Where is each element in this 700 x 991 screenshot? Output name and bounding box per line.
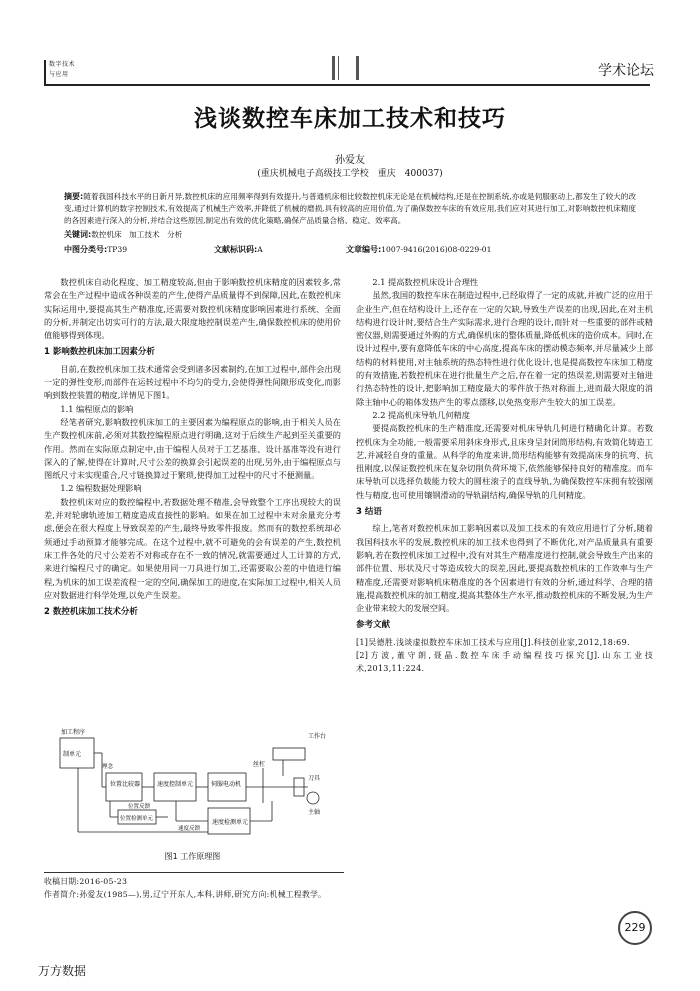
abstract	[64, 191, 636, 227]
section-2-2-heading: 2.2 提高机床导轨几何精度	[372, 409, 470, 420]
affiliation: (重庆机械电子高级技工学校 重庆 400037)	[257, 169, 443, 179]
fig-label-speed-feedback: 速度反馈	[178, 826, 201, 832]
header-bar	[338, 56, 339, 80]
header-bar	[332, 56, 335, 80]
fig-label-speed-check: 速度检测单元	[212, 819, 249, 826]
fig-label-compare: 位置比较器	[110, 781, 141, 788]
section-1-1-paragraph: 经笔者研究,影响数控机床加工的主要因素为编程原点的影响,由于相关人员在生产数控机床前,必须对其数控编程原点进行明确,这对于后续生产起到至关重要的作用。然而在实际原点制定中,由于编程人员对于工艺基准、设计基准等没有进行深入的了解,使得在计算时,尺寸公差的换算会引起误差的出现,另外,由于编程原点与图纸尺寸未实现重合,尺寸链换算过于繁琐,使得加工过程中的尺寸不便测量。	[44, 416, 341, 481]
abstract-text: 随着我国科技水平的日新月异,数控机床的应用频率得到有效提升,与普通机床相比较数控机床无论是在机械结构,还是在控制系统,亦或是伺服驱动上,都发生了较大的改变,通过计算机的数字控制技术,有效提高了机械生产效率,并降低了机械的磨损,具有较高的应用价值,为了确保数控车床的有效应用,我们应对其进行加工,对影响数控机床精度的各因素进行深入的分析,并结合这些原因,制定出有效的优化策略,确保产品质量合格、稳定、效率高。	[64, 192, 637, 225]
section-2-2-paragraph: 要提高数控机床的生产精准度,还需要对机床导轨几何进行精确化计算。若数控机床为全功能,一般需要采用斜床身形式,且床身呈封闭筒形结构,有效简化铸造工艺,并减轻自身的重量。从科学的角度来讲,筒形结构能够有效提高床身的抗弯、抗扭刚度,以保证数控机床在复杂切削负荷环境下,依然能够保持良好的精准度。而车床导轨可以选择负载能力较大的圆柱滚子的直线导轨,为确保数控车床拥有较强刚性与精度,也可使用镶钢滑动的导轨副结构,确保导轨的几何精度。	[356, 423, 653, 500]
article-no	[346, 244, 491, 256]
doc-code-label: 文献标识码:	[214, 245, 258, 254]
doc-code-value: A	[257, 245, 263, 254]
section-2-1-heading: 2.1 提高数控机床设计合理性	[372, 277, 479, 287]
section-1-2-paragraph: 数控机床对应的数控编程中,若数据处理不精准,会导致整个工序出现较大的误差,并对轮廓轨迹加工精度造成直接性的影响。如果在加工过程中未对余量充分考虑,便会在很大程度上导致误差的产生,最终导致零件报废。然而有的数控系统却必须通过手动预算才能够完成。在这个过程中,就不可避免的会有误差的产生,数控机床工件各处的尺寸公差若不对称或存在不一致的情况,就需要通过人工计算的方式,来进行编程尺寸的确定。如果使用同一刀具进行加工,还需要取公差的中值进行编程,为机床的加工误差流程一定的空间,确保加工的进度,在实际加工过程中,相关人员应对数据进行科学处理,以免产生误差。	[44, 496, 341, 600]
left-column	[44, 276, 341, 622]
section-1-paragraph: 目前,在数控机床加工技术通常会受到诸多因素制约,在加工过程中,部件会出现一定的弹性变形,而部件在运转过程中不均匀的受力,会使得弹性间隙形成变化,而影响到数控装置的精度,详情见下图1。	[44, 363, 341, 401]
journal-name-line1: 数字技术	[49, 61, 76, 68]
section-1-1-heading: 1.1 编程原点的影响	[60, 403, 134, 414]
article-title: 浅谈数控车床加工技术和技巧	[194, 105, 506, 132]
fig-label-program: 加工程序	[61, 729, 86, 736]
fig-label-screw: 丝杠	[253, 761, 266, 768]
fig-label-pos-feedback: 位置反馈	[128, 804, 151, 810]
fig-label-speed-ctrl: 速度控制单元	[157, 781, 194, 788]
references-heading: 参考文献	[356, 620, 391, 631]
fig-label-worktable: 工作台	[308, 733, 327, 740]
figure-caption: 图1 工作原理图	[164, 852, 221, 861]
clc-value: TP39	[107, 245, 128, 254]
received-date: 收稿日期:2016-05-23	[44, 877, 128, 886]
header-bar	[356, 56, 359, 80]
watermark: 万方数据	[38, 964, 87, 978]
section-3-heading: 3 结语	[356, 507, 382, 518]
right-column	[356, 276, 653, 675]
section-2-1-paragraph: 虽然,我国的数控车床在制造过程中,已经取得了一定的成就,并被广泛的应用于企业生产,但在结构设计上,还存在一定的欠缺,导致生产误差的出现,因此,在对主机结构进行设计时,要结合生产实际需求,进行合理的设计,而针对一些重要的部件或精密仪器,则需要通过外购的方式,确保机床的整体质量,降低机床的造价成本。同时,在设计过程中,要有意降低车床的中心高度,提高车床的摆动模态频率,并尽量减少上部结构的材料使用,对主轴系统的热态特性进行优化设计,也是提高数控车床加工精度的有效措施,若数控机床在进行批量生产之后,存在着一定的热误差,则需要对主轴进行热态特性的设计,把影响加工精度最大的零件放于热对称面上,进而最大限度的消除主轴中心的箱体发热产生的零点漂移,以免热变形产生较大的加工误差。	[356, 290, 653, 407]
clc	[64, 244, 127, 256]
fig-label-servo: 伺服电动机	[211, 781, 242, 788]
section-3-paragraph: 综上,笔者对数控机床加工影响因素以及加工技术的有效应用进行了分析,随着我国科技水平的发展,数控机床的加工技术也得到了不断优化,对产品质量具有重要影响,若在数控机床加工过程中,没有对其生产精准度进行控制,就会导致生产出来的部件位置、形状及尺寸等造成较大的误差,因此,要提高数控机床的工作效率与生产精准度,还需要对影响机床精准度的各个因素进行有效的分析,通过科学、合理的措施,提高数控机床的加工精度,提高其整体生产水平,推动数控机床的不断发展,为生产企业带来较大的发展空间。	[356, 523, 653, 614]
abstract-label: 摘要:	[64, 192, 84, 201]
fig-label-tool: 刀具	[308, 775, 321, 782]
fig-label-tape: 制单元	[63, 751, 82, 758]
fig-label-process: 理念	[102, 764, 114, 770]
keywords	[64, 229, 182, 241]
reference-item: [1]吴德胜.浅谈虚拟数控车床加工技术与应用[J].科技创业家,2012,18:69.	[356, 637, 630, 647]
author-bio: 作者简介:孙爱友(1985—),男,辽宁开东人,本科,讲师,研究方向:机械工程教学。	[44, 890, 327, 899]
section-2-heading: 2 数控机床加工技术分析	[44, 607, 138, 618]
keywords-text: 数控机床 加工技术 分析	[91, 230, 183, 239]
header-rule	[44, 84, 650, 86]
section-1-heading: 1 影响数控机床加工因素分析	[44, 347, 155, 358]
journal-logo	[44, 60, 84, 84]
fig-label-pos-check: 位置检测单元	[120, 816, 154, 822]
keywords-label: 关键词:	[64, 230, 92, 239]
spindle	[307, 792, 319, 804]
worktable	[273, 748, 305, 760]
article-no-value: 1007-9416(2016)08-0229-01	[381, 245, 492, 254]
section-title: 学术论坛	[598, 63, 654, 79]
fig-label-spindle: 主轴	[308, 809, 321, 816]
journal-name-line2: 与应用	[49, 71, 69, 78]
page-number: 229	[624, 921, 646, 934]
author: 孙爱友	[335, 155, 365, 166]
doc-code	[214, 244, 263, 256]
section-1-2-heading: 1.2 编程数据处理影响	[60, 483, 142, 494]
reference-item: [2]方波,董守朗,聂晶.数控车床手动编程技巧探究[J].山东工业技术,2013,11:224.	[356, 650, 653, 673]
footnote-rule	[44, 872, 344, 873]
article-no-label: 文章编号:	[346, 245, 382, 254]
working-principle-diagram	[58, 728, 338, 838]
intro-paragraph: 数控机床自动化程度、加工精度较高,但由于影响数控机床精度的因素较多,常常会在生产过程中造成各种误差的产生,使得产品质量得不到保障,因此,在数控机床实际运用中,要提高其生产精准度,还需要对数控机床精度影响因素进行系统、全面的分析,并制定出切实可行的方法,最大限度地控制误差产生,确保数控机床的使用价值能够得到体现。	[44, 277, 341, 341]
figure-1	[58, 728, 338, 838]
page-number-badge	[618, 911, 652, 945]
clc-label: 中图分类号:	[64, 245, 108, 254]
